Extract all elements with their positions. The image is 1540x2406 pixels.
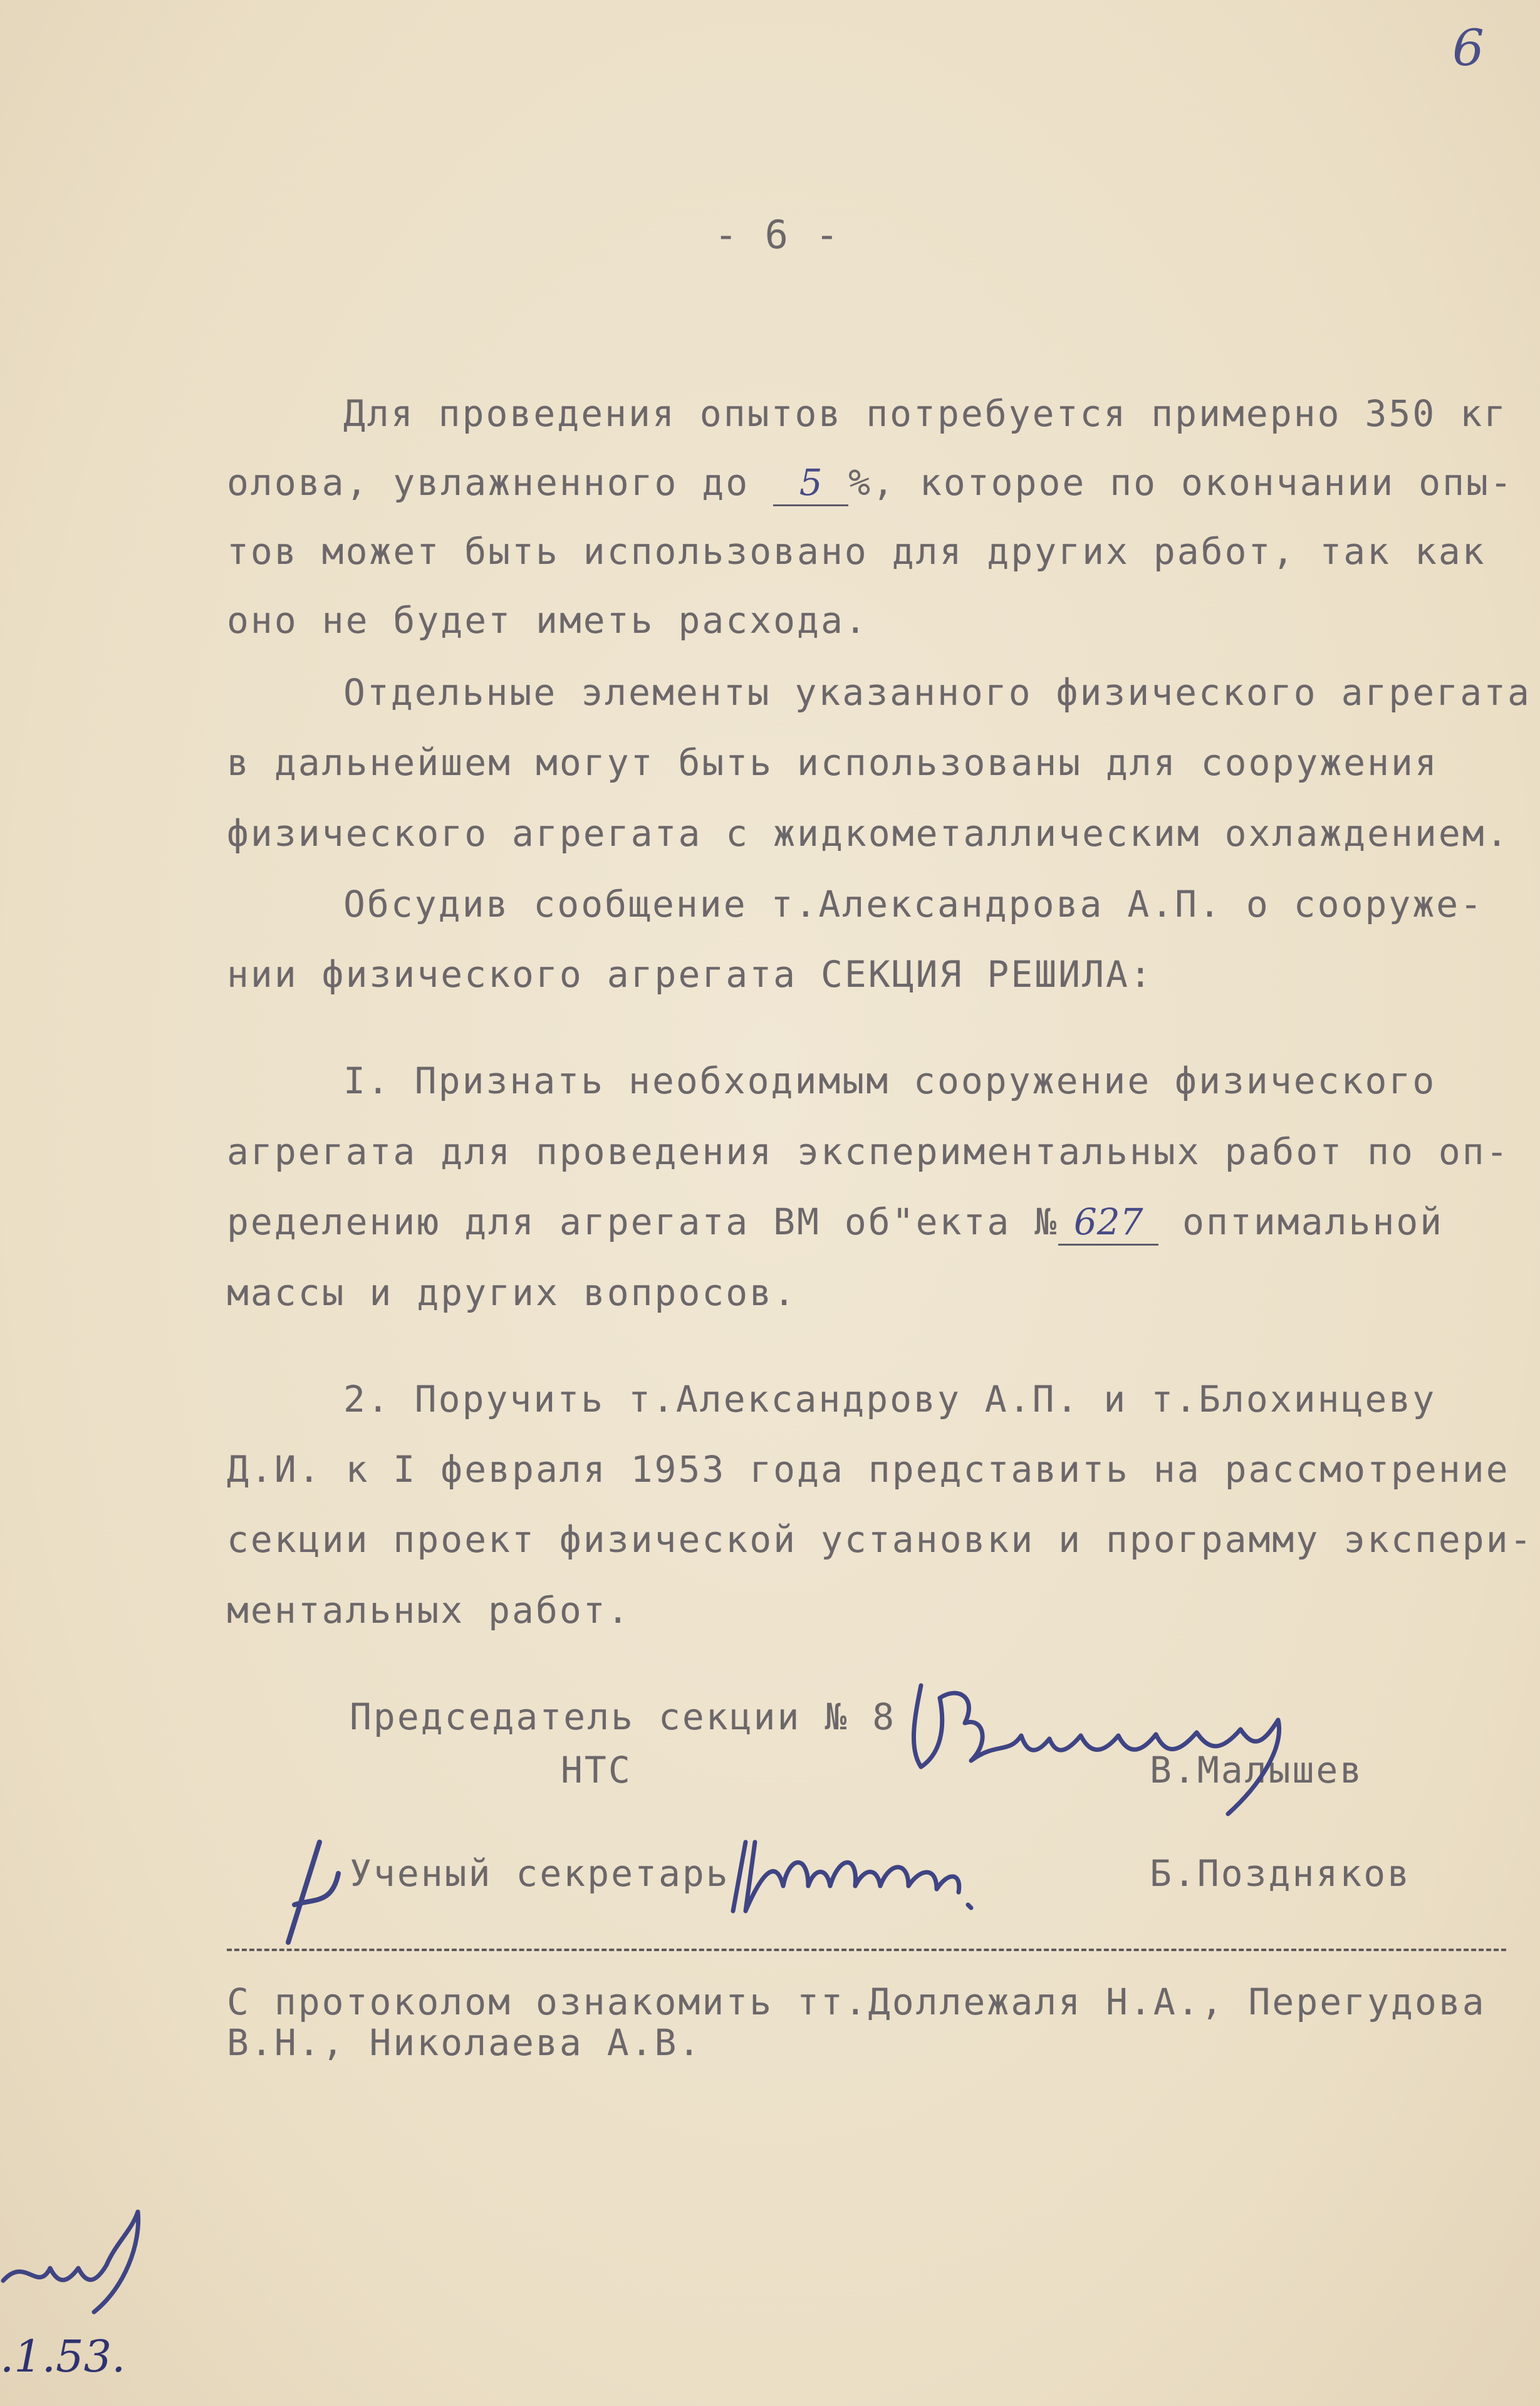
resolution-item-line: секции проект физической установки и программу экспери- [227, 1518, 1534, 1561]
text-fragment: %, которое по окончании опы- [848, 461, 1514, 504]
filled-blank [773, 461, 848, 506]
paragraph-line: нии физического агрегата СЕКЦИЯ РЕШИЛА: [227, 953, 1153, 996]
paragraph-line: физического агрегата с жидкометаллическим охлаждением. [227, 812, 1510, 855]
margin-initials-signature [0, 2206, 150, 2318]
chairman-title-nts: НТС [561, 1749, 632, 1791]
secretary-title: Ученый секретарь [350, 1852, 730, 1895]
resolution-item-line [227, 1200, 1444, 1246]
chairman-name: В.Малышев [1150, 1749, 1364, 1791]
distribution-note-line: В.Н., Николаева А.В. [227, 2021, 702, 2064]
paragraph-line: Для проведения опытов потребуется примерно 350 кг [343, 392, 1508, 435]
resolution-item-line: I. Признать необходимым сооружение физического [343, 1060, 1437, 1102]
paragraph-line: тов может быть использовано для других работ, так как [227, 530, 1486, 573]
secretary-mark [276, 1836, 351, 1961]
text-fragment: ределению для агрегата ВМ об"екта № [227, 1200, 1059, 1243]
resolution-item-line: массы и других вопросов. [227, 1271, 798, 1314]
distribution-note-line: С протоколом ознакомить тт.Доллежаля Н.А., Перегудова [227, 1981, 1486, 2023]
resolution-item-line: агрегата для проведения экспериментальных работ по оп- [227, 1130, 1510, 1173]
resolution-item-line: Д.И. к I февраля 1953 года представить на рассмотрение [227, 1448, 1510, 1491]
secretary-signature [721, 1817, 996, 1930]
paragraph-line: в дальнейшем могут быть использованы для сооружения [227, 741, 1439, 784]
handwritten-page-number: 6 [1452, 19, 1484, 77]
chairman-signature [902, 1660, 1316, 1823]
margin-date: .1.53. [0, 2331, 126, 2382]
resolution-item-line: ментальных работ. [227, 1589, 631, 1632]
chairman-title: Председатель секции № 8 [350, 1695, 897, 1738]
paragraph-line: Обсудив сообщение т.Александрова А.П. о сооруже- [343, 883, 1484, 925]
paragraph-line [227, 461, 1514, 506]
separator-line [227, 1949, 1506, 1951]
text-fragment: оптимальной [1158, 1200, 1444, 1243]
text-fragment: олова, увлажненного до [227, 461, 774, 504]
secretary-name: Б.Поздняков [1150, 1852, 1412, 1895]
paragraph-line: оно не будет иметь расхода. [227, 599, 868, 642]
paragraph-line: Отдельные элементы указанного физического агрегата [343, 671, 1531, 714]
handwritten-value: 5 [799, 461, 823, 504]
handwritten-value: 627 [1073, 1200, 1143, 1243]
filled-blank [1058, 1200, 1158, 1246]
resolution-item-line: 2. Поручить т.Александрову А.П. и т.Блохинцеву [343, 1378, 1437, 1420]
page-marker: - 6 - [714, 212, 841, 258]
